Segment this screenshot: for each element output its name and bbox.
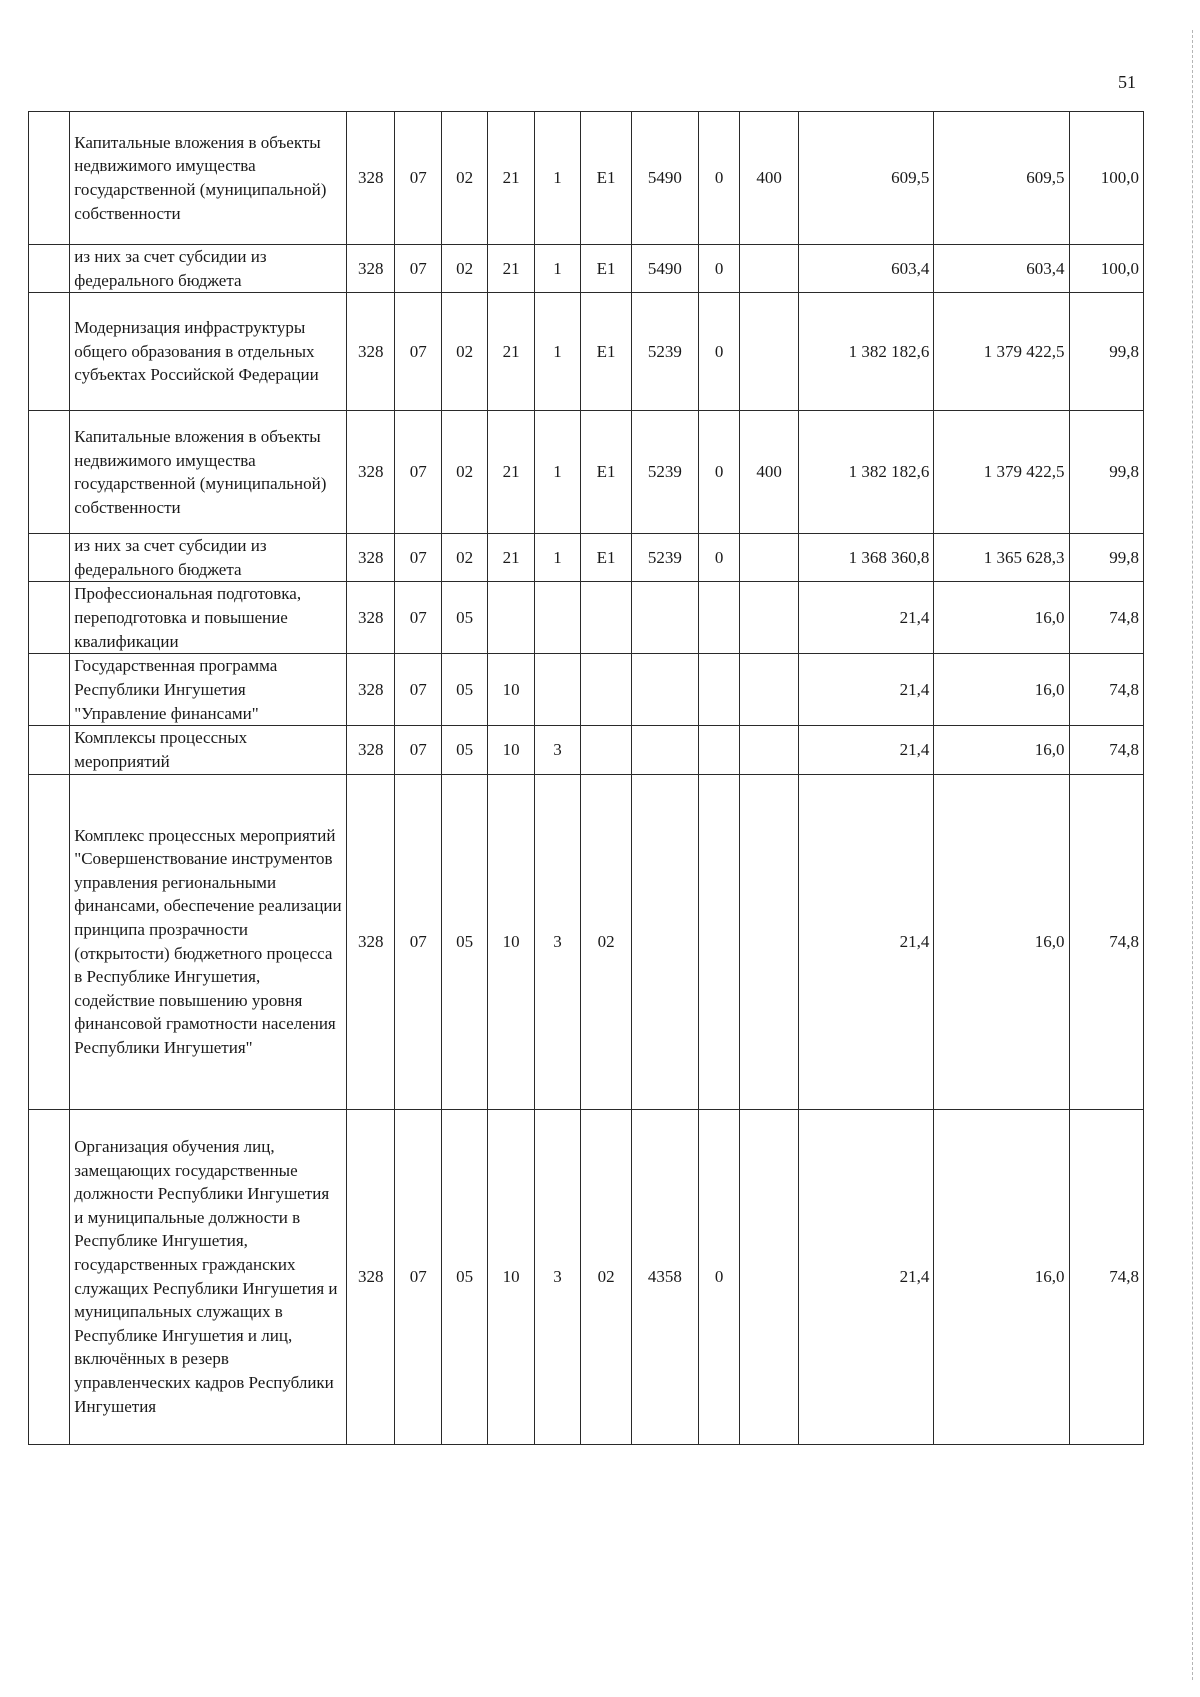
table-row (29, 726, 1144, 774)
code-col-2: 07 (395, 1109, 441, 1444)
code-col-6: Е1 (581, 411, 632, 534)
plan-amount: 609,5 (799, 112, 934, 245)
code-col-6 (581, 726, 632, 774)
fact-amount: 603,4 (934, 245, 1069, 293)
code-col-5: 3 (534, 1109, 580, 1444)
code-col-5 (534, 582, 580, 654)
code-col-7 (631, 582, 698, 654)
code-col-4: 10 (488, 774, 534, 1109)
page-edge-line (1192, 30, 1193, 1680)
code-col-5: 3 (534, 726, 580, 774)
code-col-1: 328 (346, 534, 395, 582)
code-col-4: 10 (488, 726, 534, 774)
code-col-8: 0 (698, 293, 739, 411)
code-col-4: 10 (488, 1109, 534, 1444)
row-number-cell (29, 1109, 70, 1444)
code-col-5: 1 (534, 245, 580, 293)
percent-executed: 74,8 (1069, 774, 1143, 1109)
percent-executed: 74,8 (1069, 1109, 1143, 1444)
code-col-8: 0 (698, 245, 739, 293)
plan-amount: 1 368 360,8 (799, 534, 934, 582)
fact-amount: 1 379 422,5 (934, 411, 1069, 534)
code-col-9 (740, 654, 799, 726)
code-col-9 (740, 534, 799, 582)
table-body (29, 112, 1144, 1445)
code-col-1: 328 (346, 411, 395, 534)
row-name: Организация обучения лиц, замещающих государственные должности Республики Ингушетия и муниципальные должности в Республике Ингушетия, государственных гражданских служащих Республики Ингушетия и муниципальных служащих в Республике Ингушетия и лиц, включённых в резерв управленческих кадров Республики Ингушетия (70, 1109, 347, 1444)
percent-executed: 99,8 (1069, 411, 1143, 534)
plan-amount: 603,4 (799, 245, 934, 293)
code-col-3: 02 (441, 411, 487, 534)
code-col-3: 05 (441, 582, 487, 654)
code-col-2: 07 (395, 411, 441, 534)
code-col-9 (740, 1109, 799, 1444)
code-col-1: 328 (346, 726, 395, 774)
percent-executed: 100,0 (1069, 245, 1143, 293)
code-col-3: 05 (441, 726, 487, 774)
code-col-7: 5490 (631, 112, 698, 245)
percent-executed: 74,8 (1069, 726, 1143, 774)
table-row (29, 1109, 1144, 1444)
code-col-9 (740, 293, 799, 411)
code-col-1: 328 (346, 245, 395, 293)
code-col-6: 02 (581, 774, 632, 1109)
code-col-2: 07 (395, 654, 441, 726)
code-col-8: 0 (698, 1109, 739, 1444)
code-col-7: 4358 (631, 1109, 698, 1444)
code-col-5: 1 (534, 112, 580, 245)
code-col-8 (698, 582, 739, 654)
code-col-2: 07 (395, 582, 441, 654)
table-row (29, 411, 1144, 534)
code-col-5 (534, 654, 580, 726)
code-col-1: 328 (346, 654, 395, 726)
code-col-6: 02 (581, 1109, 632, 1444)
code-col-3: 02 (441, 293, 487, 411)
percent-executed: 74,8 (1069, 654, 1143, 726)
table-row (29, 774, 1144, 1109)
row-number-cell (29, 654, 70, 726)
row-number-cell (29, 245, 70, 293)
table-row (29, 245, 1144, 293)
fact-amount: 16,0 (934, 654, 1069, 726)
code-col-6: Е1 (581, 112, 632, 245)
percent-executed: 100,0 (1069, 112, 1143, 245)
code-col-7 (631, 726, 698, 774)
row-name: Профессиональная подготовка, переподготовка и повышение квалификации (70, 582, 347, 654)
plan-amount: 1 382 182,6 (799, 293, 934, 411)
code-col-9 (740, 774, 799, 1109)
code-col-6 (581, 582, 632, 654)
code-col-8: 0 (698, 112, 739, 245)
fact-amount: 16,0 (934, 582, 1069, 654)
table-row (29, 534, 1144, 582)
code-col-3: 05 (441, 774, 487, 1109)
code-col-8: 0 (698, 534, 739, 582)
code-col-4: 21 (488, 534, 534, 582)
plan-amount: 21,4 (799, 582, 934, 654)
code-col-4: 21 (488, 293, 534, 411)
code-col-3: 02 (441, 534, 487, 582)
row-name: из них за счет субсидии из федерального бюджета (70, 534, 347, 582)
code-col-5: 1 (534, 293, 580, 411)
code-col-5: 1 (534, 534, 580, 582)
row-name: из них за счет субсидии из федерального бюджета (70, 245, 347, 293)
code-col-5: 1 (534, 411, 580, 534)
code-col-8 (698, 726, 739, 774)
code-col-7: 5239 (631, 411, 698, 534)
fact-amount: 16,0 (934, 1109, 1069, 1444)
code-col-2: 07 (395, 112, 441, 245)
code-col-1: 328 (346, 582, 395, 654)
code-col-4: 21 (488, 245, 534, 293)
percent-executed: 99,8 (1069, 534, 1143, 582)
code-col-2: 07 (395, 774, 441, 1109)
plan-amount: 21,4 (799, 726, 934, 774)
fact-amount: 609,5 (934, 112, 1069, 245)
table-row (29, 654, 1144, 726)
code-col-6: Е1 (581, 245, 632, 293)
row-name: Государственная программа Республики Ингушетия "Управление финансами" (70, 654, 347, 726)
code-col-6: Е1 (581, 293, 632, 411)
code-col-4: 21 (488, 112, 534, 245)
code-col-1: 328 (346, 293, 395, 411)
code-col-2: 07 (395, 245, 441, 293)
row-number-cell (29, 293, 70, 411)
row-name: Капитальные вложения в объекты недвижимого имущества государственной (муниципальной) собственности (70, 112, 347, 245)
code-col-3: 02 (441, 245, 487, 293)
code-col-4 (488, 582, 534, 654)
code-col-2: 07 (395, 726, 441, 774)
code-col-7: 5239 (631, 534, 698, 582)
code-col-7: 5490 (631, 245, 698, 293)
row-number-cell (29, 534, 70, 582)
row-name: Модернизация инфраструктуры общего образования в отдельных субъектах Российской Федерации (70, 293, 347, 411)
code-col-7 (631, 774, 698, 1109)
row-number-cell (29, 726, 70, 774)
code-col-2: 07 (395, 293, 441, 411)
plan-amount: 21,4 (799, 774, 934, 1109)
code-col-9: 400 (740, 112, 799, 245)
plan-amount: 1 382 182,6 (799, 411, 934, 534)
code-col-8 (698, 654, 739, 726)
code-col-7 (631, 654, 698, 726)
row-name: Комплекс процессных мероприятий "Совершенствование инструментов управления региональными финансами, обеспечение реализации принципа прозрачности (открытости) бюджетного процесса в Республике Ингушетия, содействие повышению уровня финансовой грамотности населения Республики Ингушетия" (70, 774, 347, 1109)
row-name: Капитальные вложения в объекты недвижимого имущества государственной (муниципальной) собственности (70, 411, 347, 534)
plan-amount: 21,4 (799, 1109, 934, 1444)
row-number-cell (29, 112, 70, 245)
code-col-8 (698, 774, 739, 1109)
code-col-9 (740, 245, 799, 293)
fact-amount: 16,0 (934, 726, 1069, 774)
percent-executed: 74,8 (1069, 582, 1143, 654)
code-col-9 (740, 726, 799, 774)
plan-amount: 21,4 (799, 654, 934, 726)
code-col-6 (581, 654, 632, 726)
code-col-4: 10 (488, 654, 534, 726)
code-col-1: 328 (346, 774, 395, 1109)
code-col-7: 5239 (631, 293, 698, 411)
code-col-4: 21 (488, 411, 534, 534)
code-col-9: 400 (740, 411, 799, 534)
fact-amount: 1 365 628,3 (934, 534, 1069, 582)
table-row (29, 293, 1144, 411)
table-row (29, 582, 1144, 654)
code-col-3: 05 (441, 1109, 487, 1444)
fact-amount: 1 379 422,5 (934, 293, 1069, 411)
code-col-2: 07 (395, 534, 441, 582)
row-number-cell (29, 411, 70, 534)
code-col-3: 05 (441, 654, 487, 726)
fact-amount: 16,0 (934, 774, 1069, 1109)
code-col-8: 0 (698, 411, 739, 534)
row-number-cell (29, 774, 70, 1109)
code-col-1: 328 (346, 112, 395, 245)
row-number-cell (29, 582, 70, 654)
page-number: 51 (1118, 72, 1136, 92)
code-col-5: 3 (534, 774, 580, 1109)
code-col-6: Е1 (581, 534, 632, 582)
code-col-3: 02 (441, 112, 487, 245)
budget-table (28, 111, 1144, 1445)
code-col-9 (740, 582, 799, 654)
table-row (29, 112, 1144, 245)
code-col-1: 328 (346, 1109, 395, 1444)
row-name: Комплексы процессных мероприятий (70, 726, 347, 774)
percent-executed: 99,8 (1069, 293, 1143, 411)
